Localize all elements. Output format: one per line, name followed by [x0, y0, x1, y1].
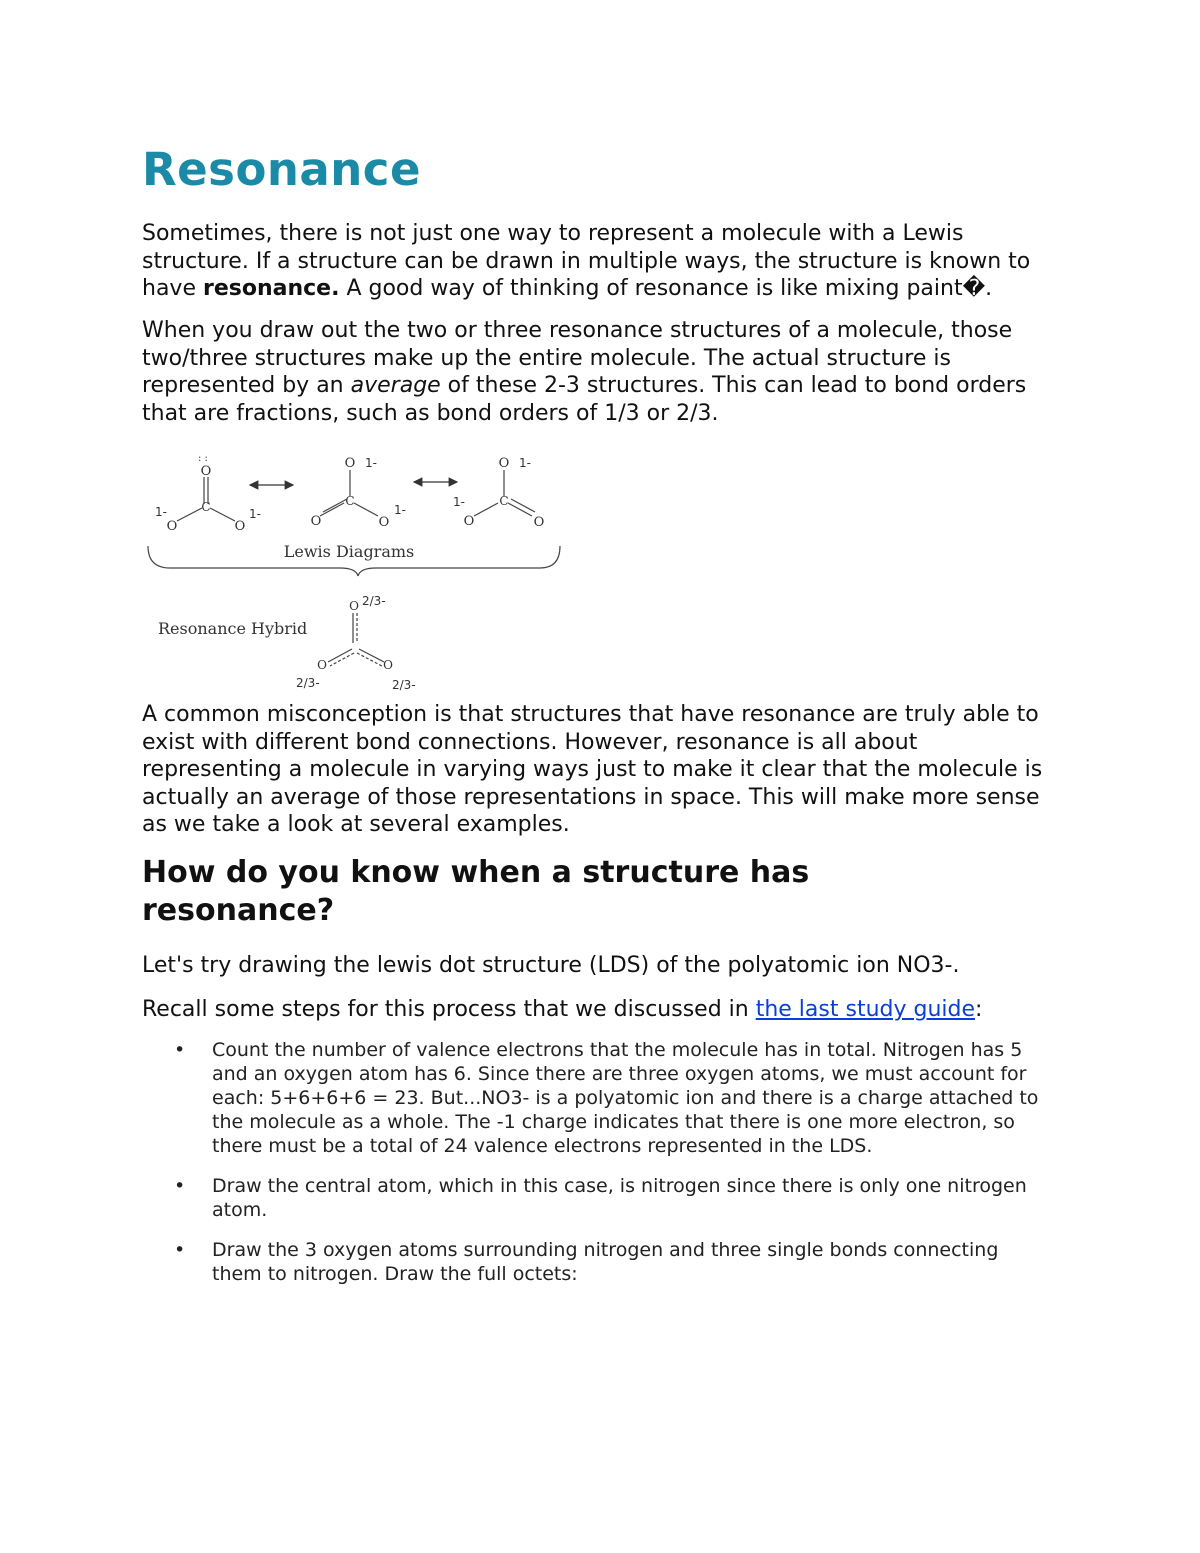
list-item	[142, 1038, 1052, 1158]
charge-label: 2/3-	[362, 594, 386, 608]
oxygen-label: O	[200, 464, 212, 479]
charge-label: 2/3-	[296, 676, 320, 690]
lds-intro-paragraph: Let's try drawing the lewis dot structure (LDS) of the polyatomic ion NO3-.	[142, 953, 960, 978]
bullet-icon: •	[174, 1039, 186, 1061]
intro-paragraph	[142, 220, 1052, 303]
average-text-end: of these 2-3 structures. This can lead to bond orders that are fractions, such as bond orders of 1/3 or 2/3.	[142, 373, 1027, 426]
oxygen-label: O	[498, 456, 510, 471]
intro-bold-term: resonance.	[202, 276, 340, 301]
lewis-structure-2	[311, 456, 406, 530]
oxygen-label: O	[463, 514, 475, 529]
resonance-hybrid-label: Resonance Hybrid	[158, 619, 308, 638]
charge-label: 1-	[155, 505, 167, 519]
bullet-icon: •	[174, 1175, 186, 1197]
oxygen-label: O	[344, 456, 356, 471]
page-title: Resonance	[142, 143, 422, 196]
lewis-structure-3	[453, 456, 544, 530]
carbon-label: C	[345, 494, 355, 508]
charge-label: 1-	[453, 495, 465, 509]
study-guide-link[interactable]: the last study guide	[755, 997, 976, 1022]
oxygen-label: O	[166, 519, 178, 534]
oxygen-label: O	[383, 658, 393, 672]
lewis-structure-1	[155, 453, 261, 534]
resonance-hybrid	[158, 594, 416, 692]
oxygen-label: O	[310, 514, 322, 529]
oxygen-label: O	[234, 519, 246, 534]
step-text: Draw the 3 oxygen atoms surrounding nitrogen and three single bonds connecting them to nitrogen. Draw the full octets:	[212, 1239, 999, 1285]
intro-text-end: A good way of thinking of resonance is like mixing paint�.	[339, 276, 993, 301]
average-paragraph	[142, 317, 1072, 427]
step-text: Draw the central atom, which in this case, is nitrogen since there is only one nitrogen atom.	[212, 1175, 1027, 1221]
average-text-start: When you draw out the two or three resonance structures of a molecule, those two/three structures make up the entire molecule. The actual structure is represented by an	[142, 318, 1013, 398]
svg-text:: :: : :	[198, 453, 208, 464]
carbon-label: C	[499, 494, 509, 508]
charge-label: 1-	[365, 456, 377, 470]
charge-label: 1-	[394, 503, 406, 517]
oxygen-label: O	[378, 515, 390, 530]
charge-label: 2/3-	[392, 678, 416, 692]
resonance-diagram	[140, 448, 570, 698]
steps-list	[142, 1038, 1052, 1302]
recall-text-start: Recall some steps for this process that we discussed in	[142, 997, 756, 1022]
lewis-diagrams-label: Lewis Diagrams	[283, 542, 415, 561]
list-item	[142, 1174, 1052, 1222]
average-italic-term: average	[350, 373, 441, 398]
charge-label: 1-	[249, 507, 261, 521]
oxygen-label: O	[349, 599, 359, 613]
misconception-paragraph: A common misconception is that structures that have resonance are truly able to exist with different bond connections. However, resonance is all about representing a molecule in varying ways just to make it clear that the molecule is actually an average of those representations in space. This will make more sense as we take a look at several examples.	[142, 702, 1043, 837]
bullet-icon: •	[174, 1239, 186, 1261]
resonance-figure	[140, 448, 570, 698]
section-heading: How do you know when a structure has resonance?	[142, 855, 810, 928]
list-item	[142, 1238, 1052, 1286]
recall-paragraph	[142, 996, 1062, 1024]
intro-text-start: Sometimes, there is not just one way to represent a molecule with a Lewis structure. If a structure can be drawn in multiple ways, the structure is known to have	[142, 221, 1031, 301]
step-text: Count the number of valence electrons that the molecule has in total. Nitrogen has 5 and an oxygen atom has 6. Since there are three oxygen atoms, we must account for each: 5+6+6+6 = 23. But...NO3- is a polyatomic ion and there is a charge attached to the molecule as a whole. The -1 charge indicates that there is one more electron, so there must be a total of 24 valence electrons represented in the LDS.	[212, 1039, 1039, 1157]
recall-text-end: :	[975, 997, 983, 1022]
charge-label: 1-	[519, 456, 531, 470]
oxygen-label: O	[317, 658, 327, 672]
oxygen-label: O	[533, 515, 545, 530]
carbon-label: C	[201, 500, 211, 514]
